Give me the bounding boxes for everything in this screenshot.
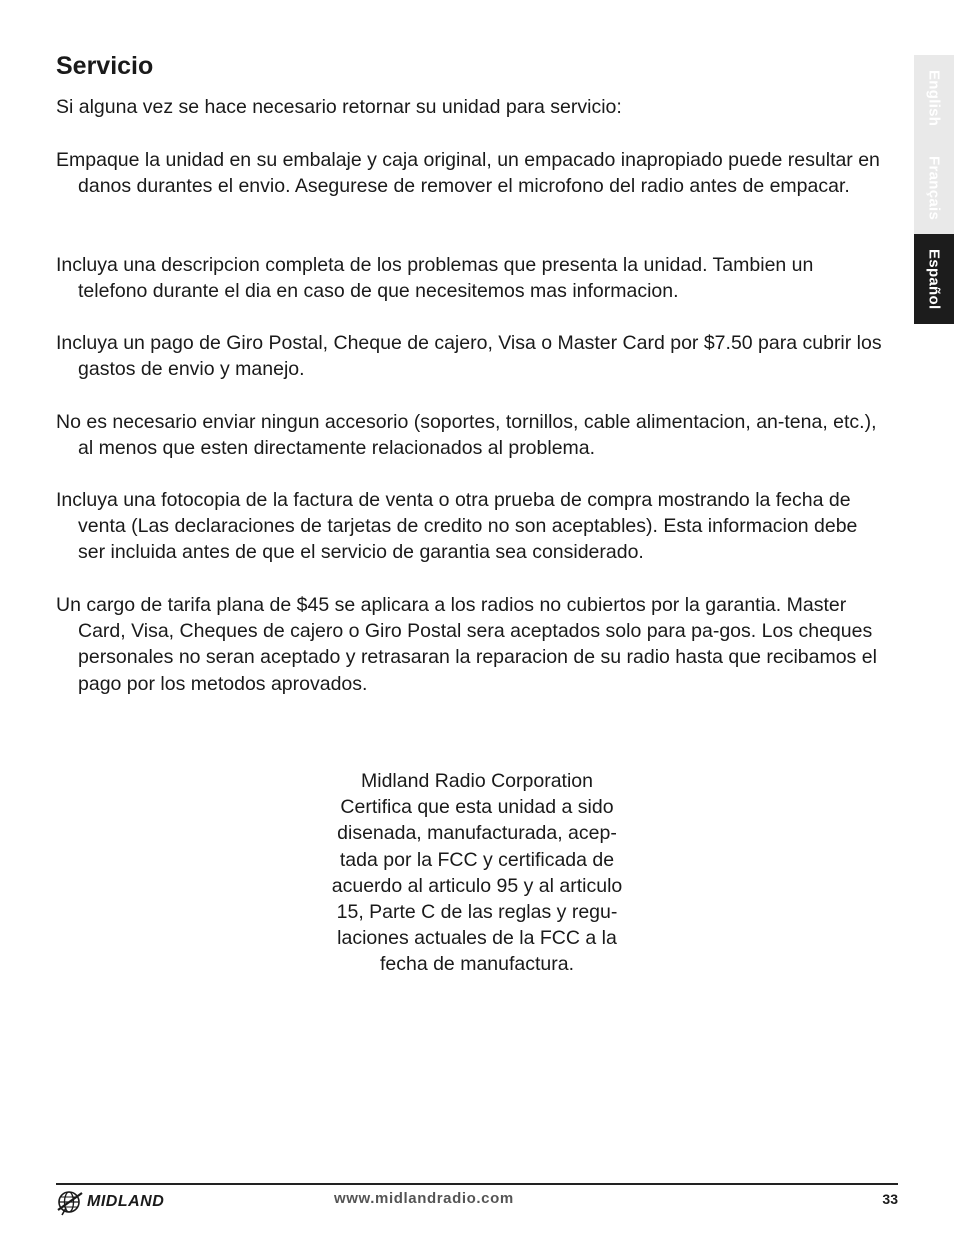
tab-espanol-label: Español bbox=[925, 248, 943, 310]
certification-line: tada por la FCC y certificada de bbox=[339, 848, 615, 871]
paragraph-flat-rate: Un cargo de tarifa plana de $45 se aplicara a los radios no cubiertos por la garantia. Master Card, Visa, Cheques de cajero o Giro Postal sera aceptados solo para pa-gos. Los cheques personales no seran aceptado y retrasaran la reparacion de su radio hasta que recibamos el pago por los metodos aprovados. bbox=[56, 594, 877, 695]
paragraph-receipt: Incluya una fotocopia de la factura de venta o otra prueba de compra mostrando la fecha de venta (Las declaraciones de tarjetas de credito no son aceptables). Esta informacion debe ser incluida antes de que el servicio de garantia sea considerado. bbox=[56, 489, 858, 564]
tab-english-label: English bbox=[925, 70, 943, 127]
paragraph-accessories: No es necesario enviar ningun accesorio (soportes, tornillos, cable alimentacion, an-tena, etc.), al menos que esten directamente relacionados al problema. bbox=[56, 411, 877, 460]
tab-espanol[interactable] bbox=[914, 234, 954, 324]
midland-logo bbox=[56, 1188, 164, 1216]
footer-url: www.midlandradio.com bbox=[334, 1190, 514, 1207]
globe-icon bbox=[56, 1188, 84, 1216]
certification-line: laciones actuales de la FCC a la bbox=[337, 927, 617, 950]
tab-francais-label: Français bbox=[925, 155, 943, 221]
paragraph-payment: Incluya un pago de Giro Postal, Cheque de cajero, Visa o Master Card por $7.50 para cubrir los gastos de envio y manejo. bbox=[56, 332, 882, 381]
certification-block bbox=[306, 768, 648, 978]
certification-line: fecha de manufactura. bbox=[379, 953, 575, 976]
language-tabs bbox=[914, 55, 954, 324]
paragraph-description: Incluya una descripcion completa de los problemas que presenta la unidad. Tambien un telefono durante el dia en caso de que necesitemos mas informacion. bbox=[56, 254, 814, 303]
logo-wordmark: MIDLAND bbox=[87, 1193, 165, 1210]
intro-text: Si alguna vez se hace necesario retornar su unidad para servicio: bbox=[56, 96, 622, 118]
tab-francais[interactable] bbox=[914, 142, 954, 234]
page-title: Servicio bbox=[56, 52, 154, 80]
tab-english[interactable] bbox=[914, 55, 954, 142]
certification-line: disenada, manufacturada, acep- bbox=[337, 822, 617, 845]
certification-line: acuerdo al articulo 95 y al articulo bbox=[331, 874, 623, 897]
footer-divider bbox=[56, 1183, 898, 1185]
page-number: 33 bbox=[882, 1191, 898, 1207]
paragraph-packaging: Empaque la unidad en su embalaje y caja original, un empacado inapropiado puede resultar en danos durantes el envio. Asegurese de remover el microfono del radio antes de empacar. bbox=[56, 149, 880, 198]
certification-line: Midland Radio Corporation bbox=[361, 770, 593, 792]
certification-line: Certifica que esta unidad a sido bbox=[340, 796, 614, 819]
certification-line: 15, Parte C de las reglas y regu- bbox=[336, 901, 618, 924]
